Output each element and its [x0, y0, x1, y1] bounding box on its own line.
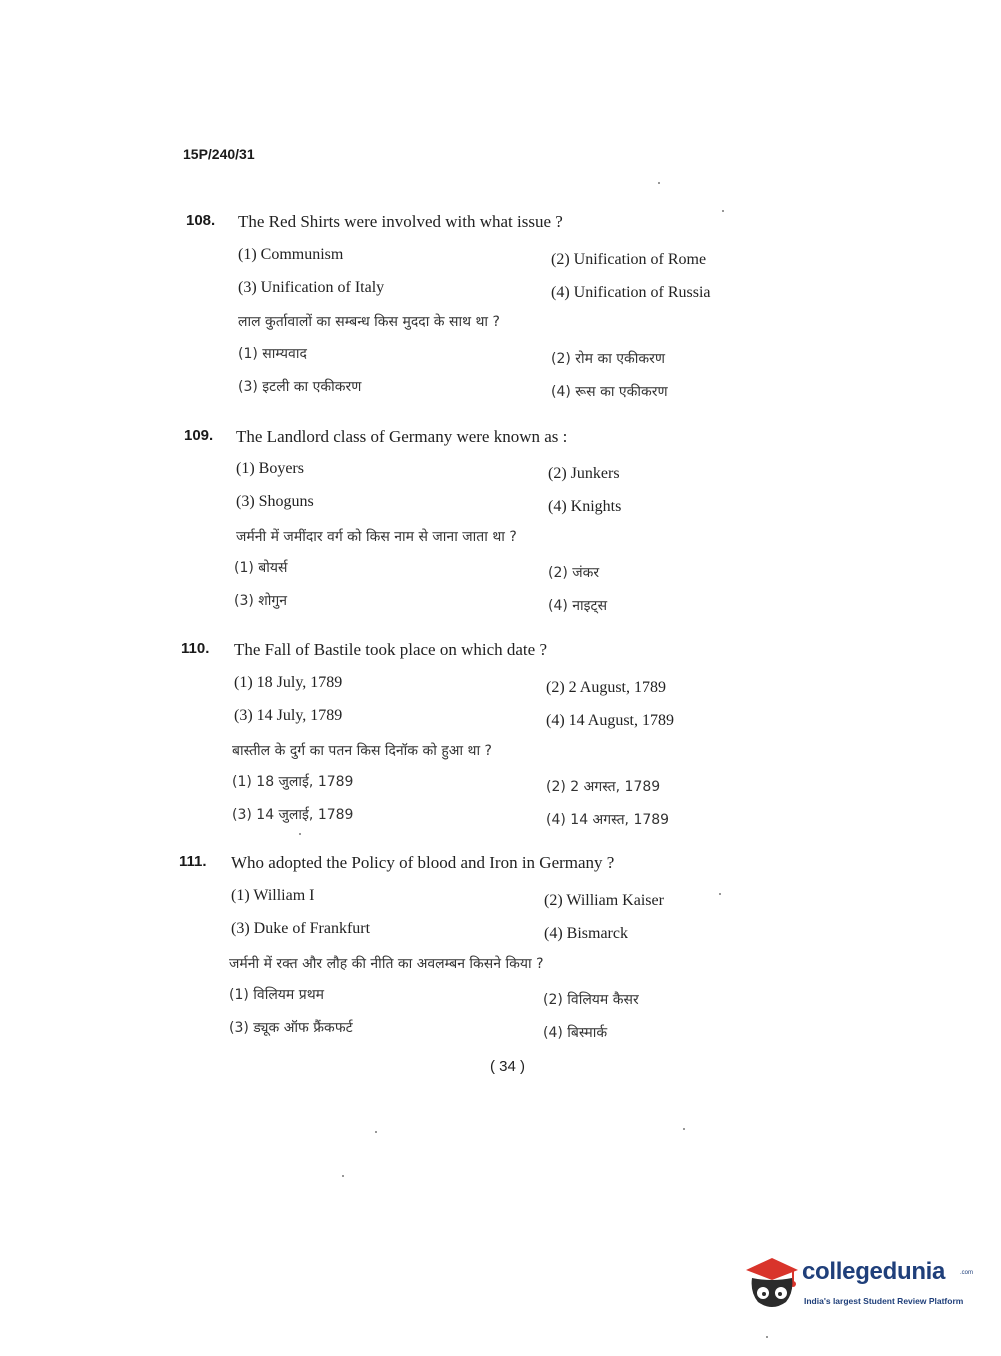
question-text: The Red Shirts were involved with what issue ?	[238, 212, 563, 231]
option-3-hindi: (3) 14 जुलाई, 1789	[232, 807, 354, 823]
question-number: 108.	[186, 212, 216, 229]
option-4: (4) Unification of Russia	[551, 284, 711, 301]
option-1-hindi: (1) साम्यवाद	[238, 346, 307, 362]
question-number: 109.	[184, 427, 214, 444]
option-3-hindi: (3) शोगुन	[234, 593, 288, 609]
option-3-hindi: (3) इटली का एकीकरण	[238, 379, 362, 395]
option-2-hindi: (2) रोम का एकीकरण	[551, 351, 666, 367]
option-1-hindi: (1) बोयर्स	[234, 560, 288, 576]
paper-code: 15P/240/31	[183, 146, 255, 162]
option-2-hindi: (2) जंकर	[548, 565, 600, 581]
option-1-hindi: (1) 18 जुलाई, 1789	[232, 774, 354, 790]
option-4: (4) Knights	[548, 498, 622, 515]
scan-speck	[342, 1175, 344, 1177]
option-3-hindi: (3) ड्यूक ऑफ फ्रैंकफर्ट	[229, 1020, 353, 1036]
option-2: (2) Unification of Rome	[551, 251, 707, 268]
option-2-hindi: (2) विलियम कैसर	[543, 992, 639, 1008]
question-text-hindi: जर्मनी में रक्त और लौह की नीति का अवलम्बन किसने किया ?	[229, 956, 544, 972]
mascot-icon	[742, 1252, 802, 1316]
option-4: (4) 14 August, 1789	[546, 712, 674, 729]
option-3: (3) Duke of Frankfurt	[231, 920, 371, 937]
option-1: (1) 18 July, 1789	[234, 674, 343, 691]
scan-speck	[719, 893, 721, 895]
question-number: 111.	[179, 853, 207, 870]
option-2: (2) 2 August, 1789	[546, 679, 666, 696]
option-3: (3) 14 July, 1789	[234, 707, 343, 724]
question-text: The Landlord class of Germany were known as :	[236, 427, 568, 446]
option-4-hindi: (4) नाइट्स	[548, 598, 608, 614]
brand-name: collegedunia	[802, 1258, 946, 1285]
option-3: (3) Unification of Italy	[238, 279, 385, 296]
option-3: (3) Shoguns	[236, 493, 314, 510]
collegedunia-logo	[742, 1252, 972, 1316]
scan-speck	[683, 1128, 685, 1130]
question-text-hindi: बास्तील के दुर्ग का पतन किस दिनॉक को हुआ था ?	[232, 743, 492, 759]
scan-speck	[658, 182, 660, 184]
option-1: (1) Communism	[238, 246, 344, 263]
option-4-hindi: (4) 14 अगस्त, 1789	[546, 812, 670, 828]
option-4: (4) Bismarck	[544, 925, 628, 942]
scan-speck	[722, 210, 724, 212]
scan-speck	[299, 833, 301, 835]
question-text: The Fall of Bastile took place on which date ?	[234, 640, 547, 659]
brand-domain: .com	[960, 1270, 974, 1276]
question-text-hindi: लाल कुर्तावालों का सम्बन्ध किस मुददा के साथ था ?	[238, 314, 500, 330]
option-4-hindi: (4) रूस का एकीकरण	[551, 384, 668, 400]
option-1: (1) Boyers	[236, 460, 304, 477]
scan-speck	[766, 1336, 768, 1338]
page-number: ( 34 )	[490, 1058, 526, 1075]
option-2: (2) Junkers	[548, 465, 620, 482]
option-1: (1) William I	[231, 887, 315, 904]
scan-speck	[375, 1131, 377, 1133]
question-text-hindi: जर्मनी में जमींदार वर्ग को किस नाम से जाना जाता था ?	[236, 529, 517, 545]
option-1-hindi: (1) विलियम प्रथम	[229, 987, 325, 1003]
option-4-hindi: (4) बिस्मार्क	[543, 1025, 608, 1041]
question-text: Who adopted the Policy of blood and Iron in Germany ?	[231, 853, 615, 872]
option-2: (2) William Kaiser	[544, 892, 664, 909]
brand-tagline: India's largest Student Review Platform	[804, 1296, 964, 1306]
option-2-hindi: (2) 2 अगस्त, 1789	[546, 779, 661, 795]
question-number: 110.	[181, 640, 210, 657]
